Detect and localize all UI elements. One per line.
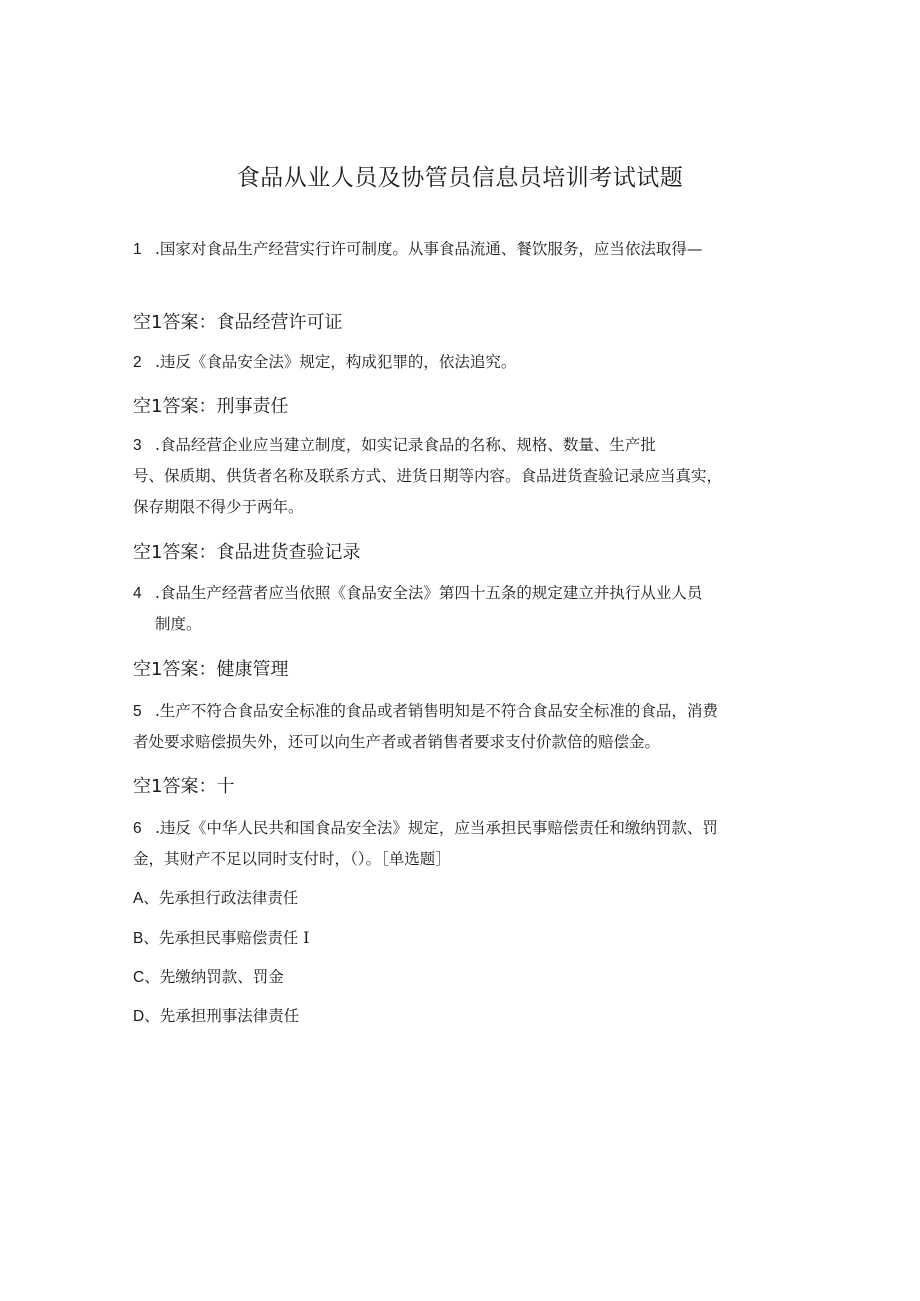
question-3 bbox=[133, 430, 783, 523]
question-5-line-2: 者处要求赔偿损失外，还可以向生产者或者销售者要求支付价款倍的赔偿金。 bbox=[133, 733, 661, 751]
question-text: .生产不符合食品安全标准的食品或者销售明知是不符合食品安全标准的食品，消费 bbox=[155, 702, 718, 720]
option-letter: B bbox=[133, 930, 144, 947]
question-number: 4 bbox=[133, 585, 142, 602]
question-4-line-2: 制度。 bbox=[155, 615, 202, 633]
option-letter: D bbox=[133, 1008, 145, 1025]
question-6 bbox=[133, 813, 783, 875]
question-text: .违反《食品安全法》规定，构成犯罪的，依法追究。 bbox=[155, 353, 517, 371]
answer-4: 空1答案：健康管理 bbox=[133, 659, 289, 680]
question-text: .国家对食品生产经营实行许可制度。从事食品流通、餐饮服务，应当依法取得— bbox=[155, 240, 703, 258]
question-2 bbox=[133, 347, 783, 378]
answer-2: 空1答案：刑事责任 bbox=[133, 396, 289, 417]
option-text: 、先缴纳罚款、罚金 bbox=[144, 968, 284, 986]
question-1-line-1 bbox=[133, 234, 783, 265]
question-6-line-2: 金，其财产不足以同时支付时，（）。［单选题］ bbox=[133, 850, 451, 868]
question-text: .食品生产经营者应当依照《食品安全法》第四十五条的规定建立并执行从业人员 bbox=[155, 584, 703, 602]
question-3-line-2: 号、保质期、供货者名称及联系方式、进货日期等内容。食品进货查验记录应当真实， bbox=[133, 467, 723, 485]
page-title: 食品从业人员及协管员信息员培训考试试题 bbox=[236, 165, 684, 191]
question-number: 3 bbox=[133, 437, 142, 454]
question-5-line-1 bbox=[133, 696, 783, 727]
question-4 bbox=[133, 578, 783, 640]
option-text: 、先承担民事赔偿责任 I bbox=[143, 929, 310, 947]
question-number: 2 bbox=[133, 354, 142, 371]
answer-1: 空1答案：食品经营许可证 bbox=[133, 312, 343, 333]
option-c bbox=[133, 963, 284, 992]
option-a bbox=[133, 884, 298, 913]
question-3-line-3: 保存期限不得少于两年。 bbox=[133, 498, 304, 516]
option-d bbox=[133, 1002, 299, 1031]
question-1 bbox=[133, 234, 783, 265]
question-3-line-1 bbox=[133, 430, 783, 461]
question-text: .违反《中华人民共和国食品安全法》规定，应当承担民事赔偿责任和缴纳罚款、罚 bbox=[155, 819, 718, 837]
question-6-line-1 bbox=[133, 813, 783, 844]
question-5 bbox=[133, 696, 783, 758]
question-4-line-1 bbox=[133, 578, 783, 609]
question-number: 1 bbox=[133, 241, 142, 258]
answer-5: 空1答案：十 bbox=[133, 776, 235, 797]
question-text: .食品经营企业应当建立制度，如实记录食品的名称、规格、数量、生产批 bbox=[155, 436, 656, 454]
answer-3: 空1答案：食品进货查验记录 bbox=[133, 542, 361, 563]
option-b bbox=[133, 924, 309, 953]
option-letter: A bbox=[133, 890, 144, 907]
question-number: 6 bbox=[133, 820, 142, 837]
option-letter: C bbox=[133, 969, 145, 986]
question-2-line-1 bbox=[133, 347, 783, 378]
option-text: 、先承担刑事法律责任 bbox=[144, 1007, 300, 1025]
option-text: 、先承担行政法律责任 bbox=[143, 889, 299, 907]
question-number: 5 bbox=[133, 703, 142, 720]
